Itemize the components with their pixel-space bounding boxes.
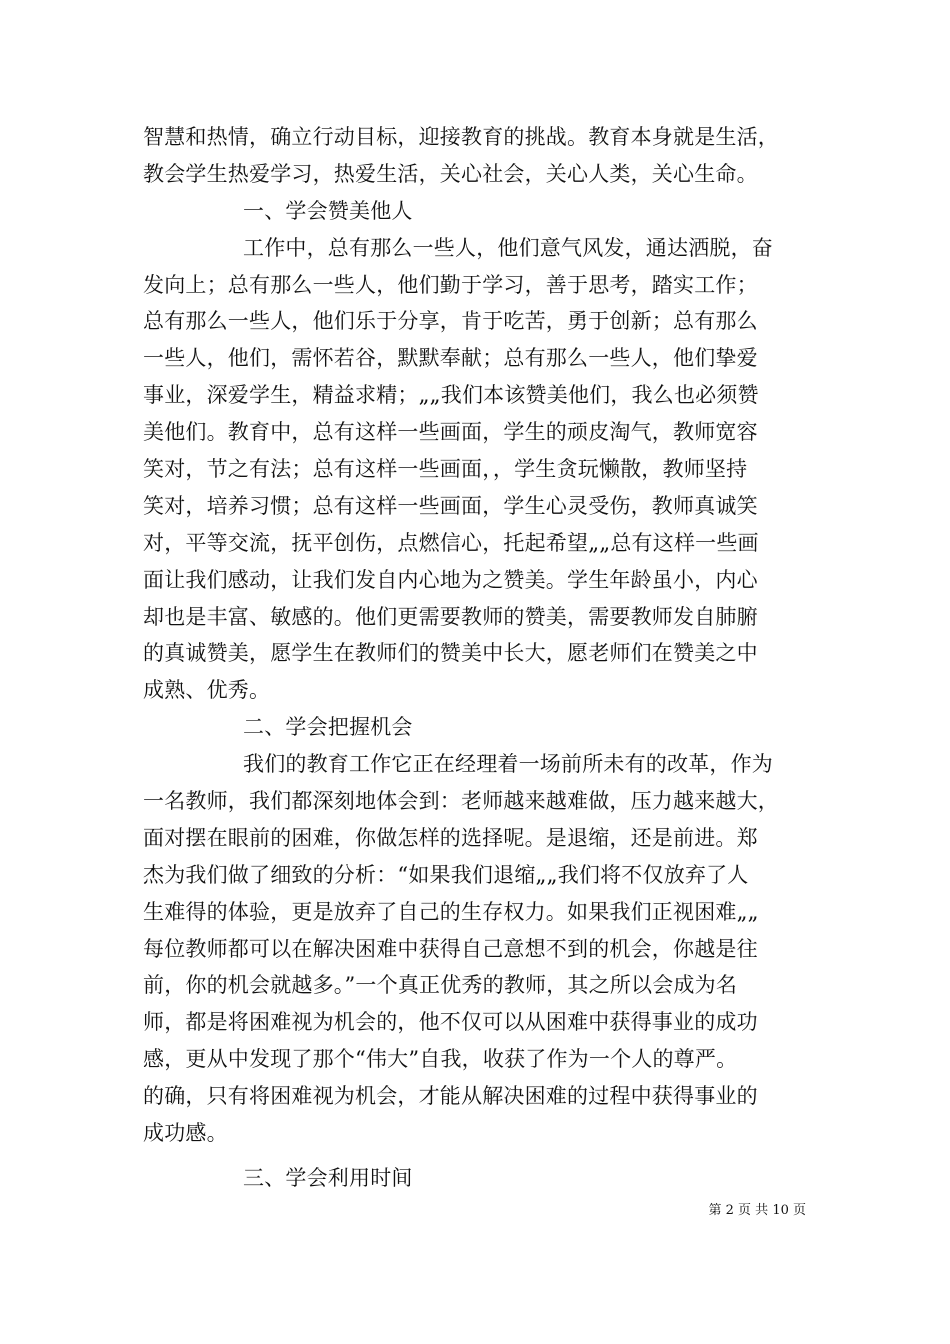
section-spacer (143, 1152, 807, 1160)
document-body (143, 119, 807, 1197)
text-line: 杰为我们做了细致的分析：“如果我们退缩„„我们将不仅放弃了人 (143, 862, 749, 887)
paragraph-first-line: 工作中，总有那么一些人，他们意气风发，通达洒脱，奋 (243, 235, 773, 260)
text-line: 感，更从中发现了那个“伟大”自我，收获了作为一个人的尊严。 (143, 1047, 738, 1072)
text-line: 一些人，他们，需怀若谷，默默奉献；总有那么一些人，他们挚爱 (143, 346, 758, 371)
text-line: 美他们。教育中，总有这样一些画面，学生的顽皮淘气，教师宽容 (143, 420, 758, 445)
section-heading: 三、学会利用时间 (243, 1165, 413, 1190)
text-line: 每位教师都可以在解决困难中获得自己意想不到的机会，你越是往 (143, 936, 758, 961)
section-heading: 二、学会把握机会 (243, 715, 413, 740)
text-line: 一名教师，我们都深刻地体会到：老师越来越难做，压力越来越大， (143, 789, 779, 814)
text-line: 对，平等交流，抚平创伤，点燃信心，托起希望„„总有这样一些画 (143, 530, 759, 555)
text-line: 笑对，节之有法；总有这样一些画面，，学生贪玩懒散，教师坚持 (143, 457, 748, 482)
paragraph-first-line: 我们的教育工作它正在经理着一场前所未有的改革，作为 (243, 752, 773, 777)
text-line: 发向上；总有那么一些人，他们勤于学习，善于思考，踏实工作； (143, 272, 758, 297)
page-number: 第 2 页 共 10 页 (708, 1203, 806, 1218)
text-line: 的确，只有将困难视为机会，才能从解决困难的过程中获得事业的 (143, 1084, 758, 1109)
text-line: 智慧和热情，确立行动目标，迎接教育的挑战。教育本身就是生活， (143, 125, 779, 149)
text-line: 的真诚赞美，愿学生在教师们的赞美中长大，愿老师们在赞美之中 (143, 641, 758, 666)
text-line: 教会学生热爱学习，热爱生活，关心社会，关心人类，关心生命。 (143, 161, 758, 186)
section-heading: 一、学会赞美他人 (243, 198, 413, 223)
text-line: 生难得的体验，更是放弃了自己的生存权力。如果我们正视困难„„ (143, 899, 759, 924)
text-line: 师，都是将困难视为机会的，他不仅可以从困难中获得事业的成功 (143, 1010, 758, 1035)
text-line: 面对摆在眼前的困难，你做怎样的选择呢。是退缩，还是前进。郑 (143, 825, 758, 850)
text-line: 面让我们感动，让我们发自内心地为之赞美。学生年龄虽小，内心 (143, 567, 758, 592)
text-line: 事业，深爱学生，精益求精；„„我们本该赞美他们，我么也必须赞 (143, 383, 759, 408)
text-line: 笑对，培养习惯；总有这样一些画面，学生心灵受伤，教师真诚笑 (143, 493, 758, 518)
text-line: 成熟、优秀。 (143, 678, 271, 703)
text-line: 前，你的机会就越多。”一个真正优秀的教师，其之所以会成为名 (143, 973, 738, 998)
text-line: 总有那么一些人，他们乐于分享，肯于吃苦，勇于创新；总有那么 (143, 309, 758, 334)
text-line: 却也是丰富、敏感的。他们更需要教师的赞美，需要教师发自肺腑 (143, 604, 758, 629)
text-line: 成功感。 (143, 1121, 228, 1146)
